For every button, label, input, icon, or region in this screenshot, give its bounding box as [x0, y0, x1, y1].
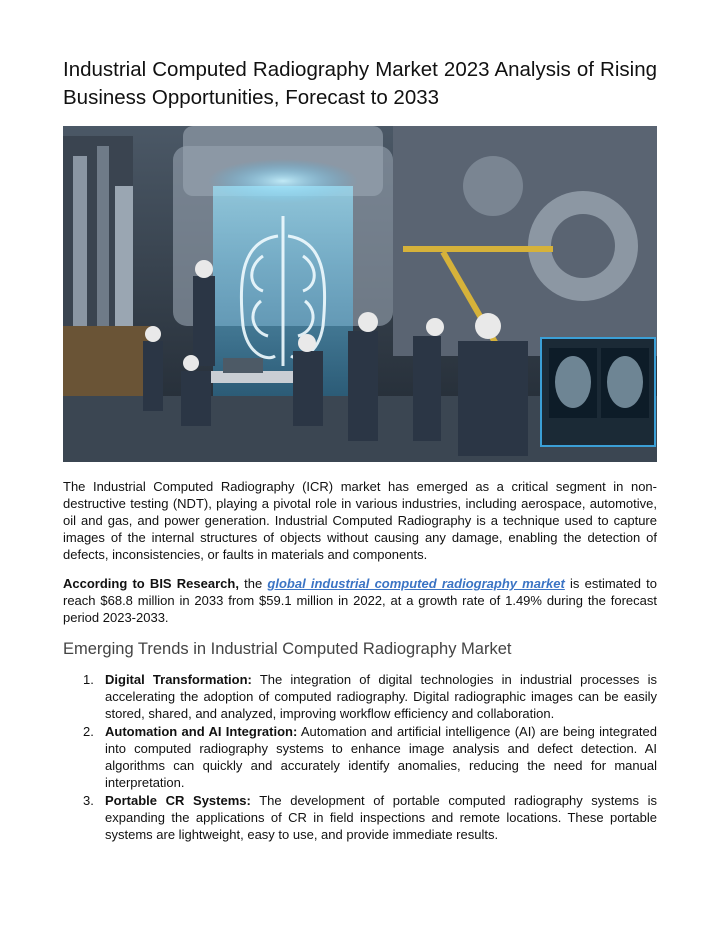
- trend-text: Automation and artificial intelligence (AI) are being integrated into computed radiography systems to enhance image analysis and defect detection. AI algorithms can quickly and accurately identify anomalies, reducing the need for manual interpretation.: [105, 724, 657, 790]
- trend-number: 1.: [83, 672, 94, 687]
- trend-number: 2.: [83, 724, 94, 739]
- research-statement: is estimated to reach $68.8 million in 2033 from $59.1 million in 2022, at a growth rate of 1.49% during the forecast period 2023-2033.: [63, 576, 657, 625]
- section-heading: Emerging Trends in Industrial Computed Radiography Market: [63, 640, 512, 658]
- research-source: According to BIS Research,: [63, 576, 239, 591]
- trend-item: [63, 671, 657, 722]
- trend-text: The development of portable computed radiography systems is expanding the applications of CR in field inspections and remote locations. These portable systems are lightweight, easy to use, and provide immediate results.: [105, 793, 657, 842]
- trend-title: Digital Transformation:: [105, 672, 252, 687]
- page-title: Industrial Computed Radiography Market 2023 Analysis of Rising Business Opportunities, Forecast to 2033: [63, 58, 657, 109]
- trend-number: 3.: [83, 793, 94, 808]
- trend-item: [63, 723, 657, 791]
- hero-image: [63, 126, 657, 462]
- market-report-link[interactable]: global industrial computed radiography market: [267, 576, 565, 591]
- trend-title: Automation and AI Integration:: [105, 724, 298, 739]
- research-paragraph: [63, 575, 657, 626]
- xray-monitor: [541, 338, 655, 446]
- intro-paragraph: The Industrial Computed Radiography (ICR) market has emerged as a critical segment in non-destructive testing (NDT), playing a pivotal role in various industries, including aerospace, automotive, oil and gas, and power generation. Industrial Computed Radiography is a technique used to capture images of the internal structures of objects without causing any damage, enabling the detection of defects, inconsistencies, or faults in materials and components.: [63, 479, 657, 562]
- trends-list: [63, 671, 657, 844]
- trend-text: The integration of digital technologies in industrial processes is accelerating the adoption of computed radiography. Digital radiographic images can be easily stored, shared, and analyzed, improving workflow efficiency and collaboration.: [105, 672, 658, 721]
- trend-item: [63, 792, 657, 843]
- research-pre-link: the: [238, 576, 268, 591]
- trend-title: Portable CR Systems:: [105, 793, 251, 808]
